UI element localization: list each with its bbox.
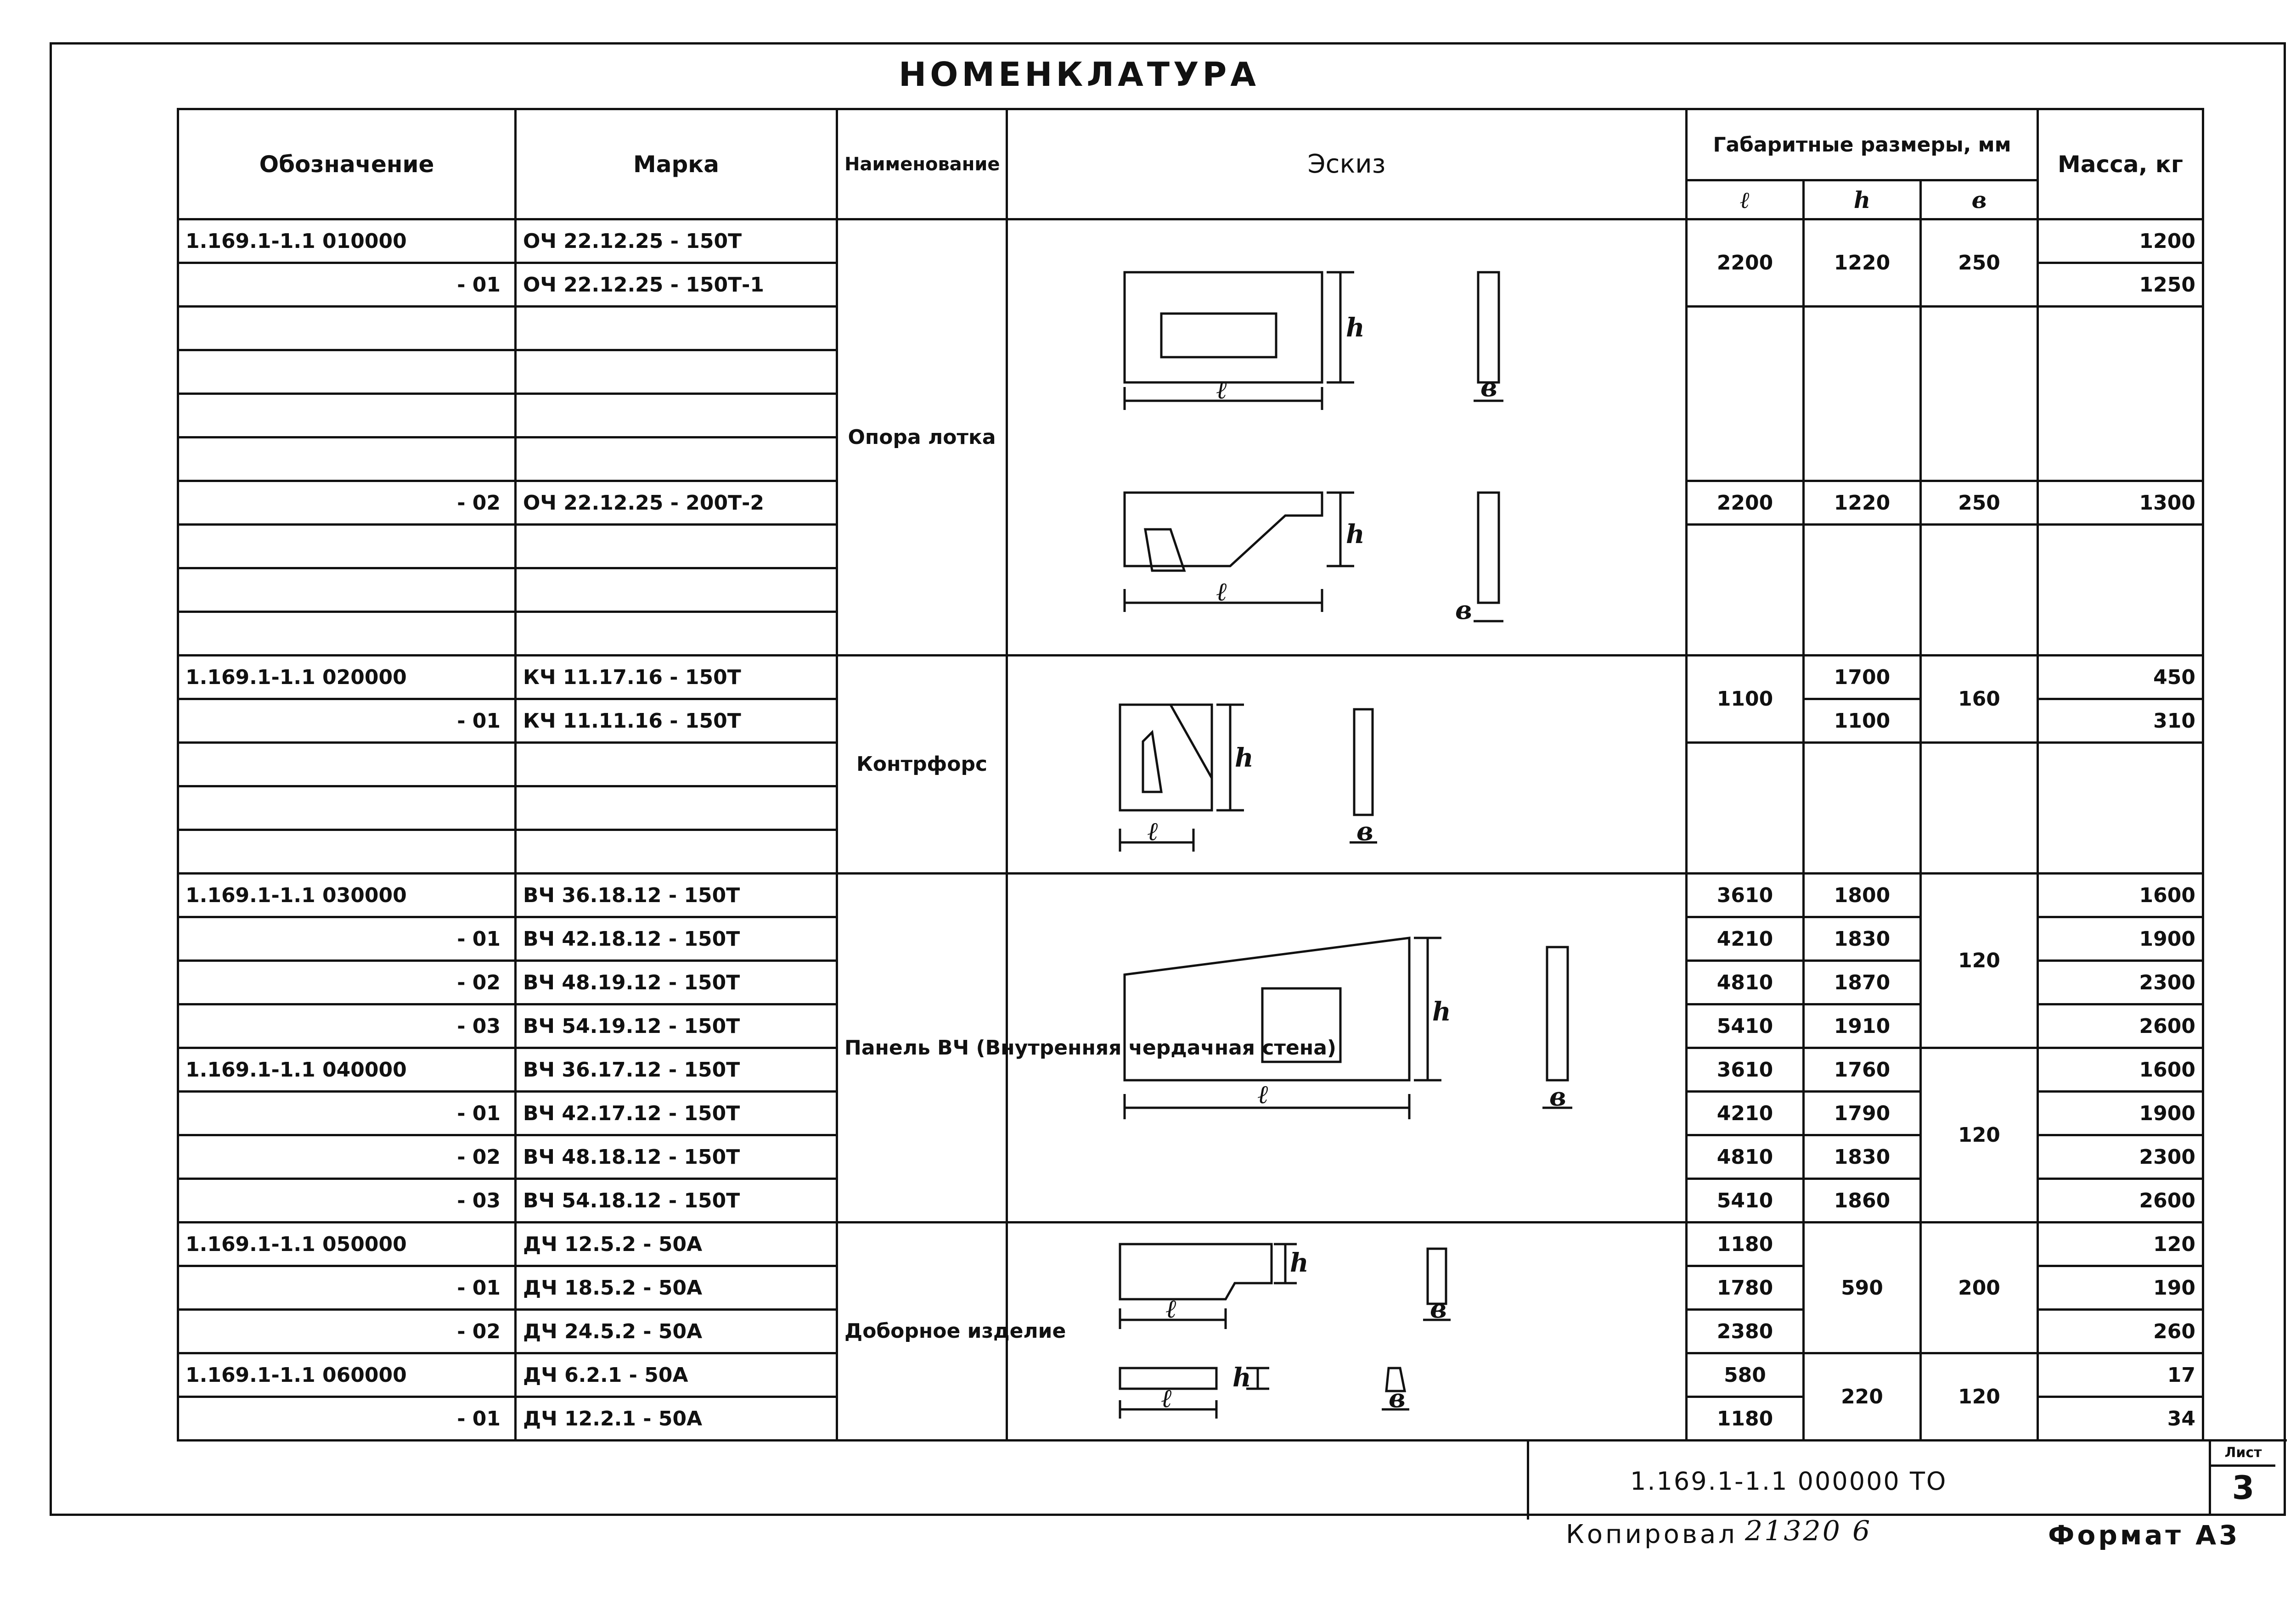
oboz-cell: 1.169.1-1.1 010000 [178, 219, 516, 263]
oboz-cell: - 01 [178, 699, 516, 743]
sketch-label-h: h [1432, 996, 1451, 1027]
marka-cell: ВЧ 36.17.12 - 150Т [516, 1048, 837, 1092]
header-oboznachenie: Обозначение [178, 109, 516, 219]
b-cell: 250 [1921, 481, 2038, 525]
format-label: Формат А3 [2048, 1520, 2240, 1551]
l-cell: 5410 [1687, 1004, 1804, 1048]
oboz-cell: 1.169.1-1.1 060000 [178, 1353, 516, 1397]
oboz-cell: - 02 [178, 1310, 516, 1353]
sheet-box [2209, 1442, 2275, 1515]
marka-cell: ДЧ 12.5.2 - 50А [516, 1223, 837, 1266]
sketch-label-b: в [1389, 1383, 1406, 1414]
name-kontrfors: Контрфорс [837, 656, 1007, 874]
sketch-opora-svg [1014, 226, 1694, 649]
mass-cell: 2300 [2038, 961, 2203, 1004]
l-cell: 3610 [1687, 1048, 1804, 1092]
b-cell: 120 [1921, 1353, 2038, 1441]
h-cell: 1100 [1804, 699, 1921, 743]
oboz-cell: - 03 [178, 1004, 516, 1048]
sketch-kontrfors-svg [1014, 659, 1694, 870]
sketch-label-l: ℓ [1216, 576, 1227, 607]
marka-cell: ВЧ 42.18.12 - 150Т [516, 917, 837, 961]
h-cell: 1860 [1804, 1179, 1921, 1223]
l-cell: 4210 [1687, 917, 1804, 961]
sketch-label-b: в [1480, 372, 1497, 403]
marka-cell: ДЧ 12.2.1 - 50А [516, 1397, 837, 1441]
header-naimenovanie: Наименование [837, 109, 1007, 219]
l-cell: 4810 [1687, 1135, 1804, 1179]
marka-cell: ВЧ 48.19.12 - 150Т [516, 961, 837, 1004]
header-l: ℓ [1687, 180, 1804, 219]
mass-cell: 1250 [2038, 263, 2203, 307]
sketch-label-h: h [1346, 312, 1365, 343]
l-cell: 3610 [1687, 874, 1804, 917]
h-cell: 590 [1804, 1223, 1921, 1353]
sketch-dobornoe-svg [1014, 1226, 1694, 1437]
l-cell: 580 [1687, 1353, 1804, 1397]
mass-cell: 450 [2038, 656, 2203, 699]
name-panel: Панель ВЧ (Внутренняя чердачная стена) [837, 874, 1007, 1223]
oboz-cell: 1.169.1-1.1 050000 [178, 1223, 516, 1266]
oboz-cell: - 01 [178, 1266, 516, 1310]
sketch-label-b: в [1549, 1081, 1566, 1112]
oboz-cell: - 02 [178, 481, 516, 525]
h-cell: 1800 [1804, 874, 1921, 917]
b-cell: 120 [1921, 874, 2038, 1048]
mass-cell: 1900 [2038, 917, 2203, 961]
sketch-label-l: ℓ [1148, 816, 1159, 847]
mass-cell: 1600 [2038, 1048, 2203, 1092]
mass-cell: 34 [2038, 1397, 2203, 1441]
l-cell: 2200 [1687, 219, 1804, 307]
mass-cell: 2600 [2038, 1004, 2203, 1048]
l-cell: 4810 [1687, 961, 1804, 1004]
header-gabarit: Габаритные размеры, мм [1687, 109, 2038, 180]
header-eskiz: Эскиз [1007, 109, 1687, 219]
oboz-cell: - 01 [178, 1397, 516, 1441]
h-cell: 1830 [1804, 917, 1921, 961]
sketch-label-h: h [1235, 743, 1254, 773]
h-cell: 1760 [1804, 1048, 1921, 1092]
mass-cell: 1900 [2038, 1092, 2203, 1135]
marka-cell: ВЧ 48.18.12 - 150Т [516, 1135, 837, 1179]
marka-cell: ВЧ 36.18.12 - 150Т [516, 874, 837, 917]
title-block [1527, 1439, 2287, 1520]
sheet-label: Лист [2211, 1442, 2275, 1467]
table-row [178, 219, 2203, 263]
document-code: 1.169.1-1.1 000000 ТО [1630, 1467, 1947, 1496]
sketch-label-l: ℓ [1161, 1383, 1172, 1414]
marka-cell: ОЧ 22.12.25 - 150Т [516, 219, 837, 263]
l-cell: 1180 [1687, 1397, 1804, 1441]
sketch-opora [1007, 219, 1687, 656]
l-cell: 2200 [1687, 481, 1804, 525]
sketch-label-l: ℓ [1166, 1294, 1177, 1324]
b-cell: 250 [1921, 219, 2038, 307]
l-cell: 1780 [1687, 1266, 1804, 1310]
marka-cell: ДЧ 24.5.2 - 50А [516, 1310, 837, 1353]
b-cell: 160 [1921, 656, 2038, 743]
table-row [178, 1223, 2203, 1266]
sketch-label-b: в [1356, 816, 1373, 847]
sketch-panel-svg [1014, 878, 1694, 1218]
l-cell: 4210 [1687, 1092, 1804, 1135]
sketch-label-h: h [1346, 519, 1365, 550]
marka-cell: ДЧ 18.5.2 - 50А [516, 1266, 837, 1310]
h-cell: 1870 [1804, 961, 1921, 1004]
header-row [178, 109, 2203, 180]
table-row [178, 656, 2203, 699]
mass-cell: 1600 [2038, 874, 2203, 917]
h-cell: 1910 [1804, 1004, 1921, 1048]
mass-cell: 1300 [2038, 481, 2203, 525]
oboz-cell: - 01 [178, 263, 516, 307]
copied-label: Копировал [1566, 1520, 1738, 1549]
sketch-label-h: h [1290, 1248, 1309, 1278]
sketch-panel [1007, 874, 1687, 1223]
marka-cell: ВЧ 54.19.12 - 150Т [516, 1004, 837, 1048]
marka-cell: ОЧ 22.12.25 - 200Т-2 [516, 481, 837, 525]
sheet-number: 3 [2232, 1469, 2255, 1507]
header-h: h [1804, 180, 1921, 219]
oboz-cell: 1.169.1-1.1 020000 [178, 656, 516, 699]
marka-cell: ВЧ 54.18.12 - 150Т [516, 1179, 837, 1223]
oboz-cell: - 01 [178, 917, 516, 961]
header-marka: Марка [516, 109, 837, 219]
oboz-cell: - 01 [178, 1092, 516, 1135]
mass-cell: 1200 [2038, 219, 2203, 263]
sketch-label-l: ℓ [1258, 1079, 1269, 1110]
mass-cell: 190 [2038, 1266, 2203, 1310]
mass-cell: 120 [2038, 1223, 2203, 1266]
sketch-kontrfors [1007, 656, 1687, 874]
sketch-label-h: h [1232, 1363, 1251, 1393]
name-dobornoe: Доборное изделие [837, 1223, 1007, 1441]
marka-cell: ОЧ 22.12.25 - 150Т-1 [516, 263, 837, 307]
l-cell: 2380 [1687, 1310, 1804, 1353]
page-title: НОМЕНКЛАТУРА [898, 55, 1260, 94]
marka-cell: ВЧ 42.17.12 - 150Т [516, 1092, 837, 1135]
table-row [178, 874, 2203, 917]
l-cell: 1100 [1687, 656, 1804, 743]
h-cell: 220 [1804, 1353, 1921, 1441]
mass-cell: 17 [2038, 1353, 2203, 1397]
header-massa: Масса, кг [2038, 109, 2203, 219]
mass-cell: 260 [2038, 1310, 2203, 1353]
l-cell: 1180 [1687, 1223, 1804, 1266]
oboz-cell: - 02 [178, 961, 516, 1004]
nomenclature-table [177, 108, 2204, 1442]
h-cell: 1700 [1804, 656, 1921, 699]
h-cell: 1830 [1804, 1135, 1921, 1179]
marka-cell: ДЧ 6.2.1 - 50А [516, 1353, 837, 1397]
mass-cell: 2600 [2038, 1179, 2203, 1223]
mass-cell: 2300 [2038, 1135, 2203, 1179]
marka-cell: КЧ 11.17.16 - 150Т [516, 656, 837, 699]
sketch-dobornoe [1007, 1223, 1687, 1441]
h-cell: 1220 [1804, 219, 1921, 307]
sketch-label-l: ℓ [1216, 374, 1227, 405]
copy-number: 21320 6 [1745, 1515, 1872, 1547]
h-cell: 1790 [1804, 1092, 1921, 1135]
sketch-label-b: в [1430, 1294, 1447, 1324]
name-opora: Опора лотка [837, 219, 1007, 656]
oboz-cell: - 03 [178, 1179, 516, 1223]
l-cell: 5410 [1687, 1179, 1804, 1223]
b-cell: 200 [1921, 1223, 2038, 1353]
sketch-label-b: в [1455, 595, 1472, 625]
h-cell: 1220 [1804, 481, 1921, 525]
b-cell: 120 [1921, 1048, 2038, 1223]
oboz-cell: - 02 [178, 1135, 516, 1179]
oboz-cell: 1.169.1-1.1 030000 [178, 874, 516, 917]
oboz-cell: 1.169.1-1.1 040000 [178, 1048, 516, 1092]
mass-cell: 310 [2038, 699, 2203, 743]
header-b: в [1921, 180, 2038, 219]
marka-cell: КЧ 11.11.16 - 150Т [516, 699, 837, 743]
